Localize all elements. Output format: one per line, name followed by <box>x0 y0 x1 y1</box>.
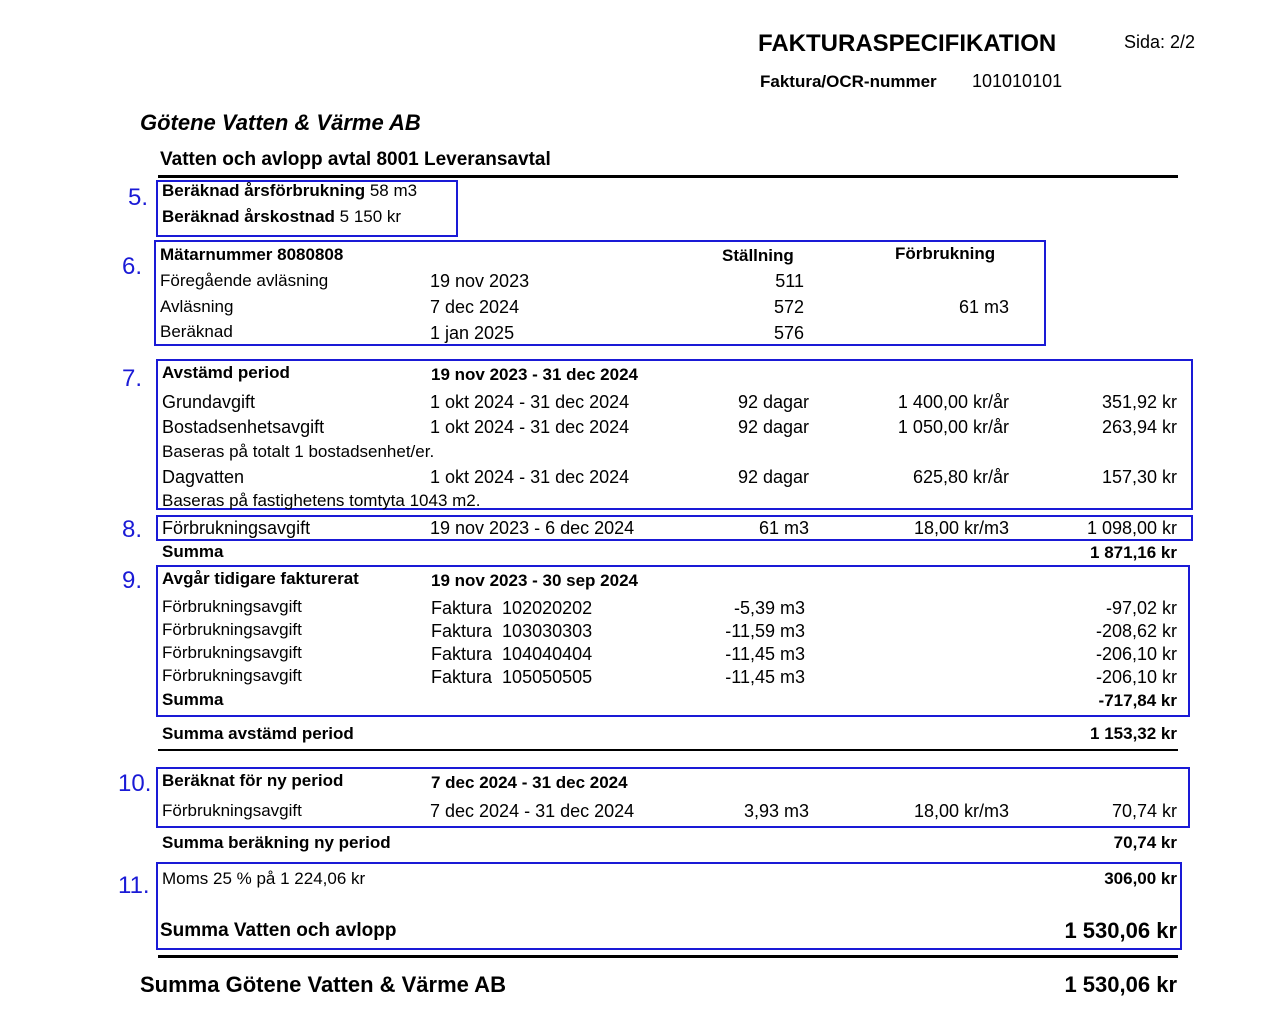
deducted-qty: -11,45 m3 <box>725 644 805 664</box>
new-period-qty: 3,93 m3 <box>743 801 809 821</box>
meter-row-date: 1 jan 2025 <box>430 323 515 343</box>
deducted-invoice: Faktura 103030303 <box>431 621 593 641</box>
annotation-number: 6. <box>122 253 143 280</box>
deducted-qty: -5,39 m3 <box>733 598 805 618</box>
deducted-period: 19 nov 2023 - 30 sep 2024 <box>431 571 638 590</box>
fee-period: 1 okt 2024 - 31 dec 2024 <box>430 392 630 412</box>
fee-price: 1 400,00 kr/år <box>897 392 1009 412</box>
usage-price: 18,00 kr/m3 <box>913 518 1009 538</box>
meter-row-reading: 572 <box>773 297 804 317</box>
page-number: Sida: 2/2 <box>1124 32 1196 52</box>
annotation-number: 5. <box>128 184 149 211</box>
fee-note: Baseras på totalt 1 bostadsenhet/er. <box>162 442 435 461</box>
section-rule <box>158 175 1178 178</box>
deducted-title: Avgår tidigare fakturerat <box>162 569 359 588</box>
deducted-label: Förbrukningsavgift <box>162 597 302 616</box>
deducted-invoice: Faktura 105050505 <box>431 667 593 687</box>
reconciled-total-value: 1 153,32 kr <box>1090 724 1177 743</box>
reconciled-sum-value: 1 871,16 kr <box>1090 543 1177 562</box>
fee-qty: 92 dagar <box>737 467 809 487</box>
fee-qty: 92 dagar <box>737 417 809 437</box>
grand-total-label: Summa Götene Vatten & Värme AB <box>140 972 506 997</box>
meter-row-consumption: 61 m3 <box>958 297 1009 317</box>
fee-amount: 157,30 kr <box>1101 467 1177 487</box>
usage-qty: 61 m3 <box>758 518 809 538</box>
annotation-number: 11. <box>118 872 150 899</box>
ocr-label: Faktura/OCR-nummer <box>760 72 937 91</box>
fee-note: Baseras på fastighetens tomtyta 1043 m2. <box>162 491 481 510</box>
fee-period: 1 okt 2024 - 31 dec 2024 <box>430 417 630 437</box>
deducted-qty: -11,45 m3 <box>725 667 805 687</box>
fee-label: Dagvatten <box>162 467 245 487</box>
new-period-amount: 70,74 kr <box>1111 801 1177 821</box>
new-period-row-period: 7 dec 2024 - 31 dec 2024 <box>430 801 635 821</box>
annotation-number: 8. <box>122 516 143 543</box>
contract-title: Vatten och avlopp avtal 8001 Leveransavtal <box>160 149 551 170</box>
deducted-label: Förbrukningsavgift <box>162 643 302 662</box>
water-total-value: 1 530,06 kr <box>1064 918 1177 943</box>
vat-value: 306,00 kr <box>1104 869 1177 888</box>
ocr-value: 101010101 <box>972 71 1063 91</box>
meter-row-label: Föregående avläsning <box>160 271 329 290</box>
grand-total-value: 1 530,06 kr <box>1064 972 1177 997</box>
deducted-amount: -206,10 kr <box>1095 644 1177 664</box>
new-period-dates: 7 dec 2024 - 31 dec 2024 <box>431 773 628 792</box>
meter-col-reading: Ställning <box>722 246 794 265</box>
meter-col-consumption: Förbrukning <box>895 244 996 263</box>
fee-qty: 92 dagar <box>737 392 809 412</box>
reconciled-period: 19 nov 2023 - 31 dec 2024 <box>431 365 638 384</box>
deducted-amount: -97,02 kr <box>1105 598 1177 618</box>
fee-label: Bostadsenhetsavgift <box>162 417 325 437</box>
fee-price: 625,80 kr/år <box>912 467 1009 487</box>
deducted-amount: -206,10 kr <box>1095 667 1177 687</box>
section-rule <box>158 749 1178 751</box>
annotation-number: 9. <box>122 567 143 594</box>
deducted-label: Förbrukningsavgift <box>162 666 302 685</box>
new-period-title: Beräknat för ny period <box>162 771 344 790</box>
annual-cost: Beräknad årskostnad 5 150 kr <box>162 207 402 226</box>
meter-row-label: Avläsning <box>160 297 234 316</box>
deducted-label: Förbrukningsavgift <box>162 620 302 639</box>
annotation-number: 7. <box>122 365 143 392</box>
document-title: FAKTURASPECIFIKATION <box>758 30 1057 57</box>
usage-label: Förbrukningsavgift <box>162 518 311 538</box>
reconciled-total-label: Summa avstämd period <box>162 724 354 743</box>
deducted-qty: -11,59 m3 <box>725 621 805 641</box>
new-period-price: 18,00 kr/m3 <box>913 801 1009 821</box>
meter-row-date: 7 dec 2024 <box>430 297 520 317</box>
meter-row-reading: 576 <box>773 323 804 343</box>
deducted-sum-label: Summa <box>162 690 224 709</box>
deducted-amount: -208,62 kr <box>1095 621 1177 641</box>
annotation-number: 10. <box>118 770 152 797</box>
meter-row-date: 19 nov 2023 <box>430 271 530 291</box>
usage-amount: 1 098,00 kr <box>1086 518 1177 538</box>
annual-consumption: Beräknad årsförbrukning 58 m3 <box>162 181 418 200</box>
vat-label: Moms 25 % på 1 224,06 kr <box>162 869 366 888</box>
meter-title: Mätarnummer 8080808 <box>160 245 344 264</box>
reconciled-title: Avstämd period <box>162 363 290 382</box>
new-period-sum-label: Summa beräkning ny period <box>162 833 391 852</box>
fee-price: 1 050,00 kr/år <box>897 417 1009 437</box>
section-rule <box>158 955 1178 958</box>
usage-period: 19 nov 2023 - 6 dec 2024 <box>430 518 635 538</box>
company-name: Götene Vatten & Värme AB <box>140 110 421 135</box>
water-total-label: Summa Vatten och avlopp <box>160 920 397 941</box>
fee-amount: 263,94 kr <box>1101 417 1177 437</box>
new-period-sum-value: 70,74 kr <box>1113 833 1177 852</box>
deducted-invoice: Faktura 102020202 <box>431 598 593 618</box>
fee-label: Grundavgift <box>162 392 256 412</box>
new-period-label: Förbrukningsavgift <box>162 801 302 820</box>
fee-amount: 351,92 kr <box>1101 392 1177 412</box>
deducted-invoice: Faktura 104040404 <box>431 644 593 664</box>
meter-row-label: Beräknad <box>160 322 233 341</box>
deducted-sum-value: -717,84 kr <box>1098 691 1177 710</box>
reconciled-sum-label: Summa <box>162 542 224 561</box>
fee-period: 1 okt 2024 - 31 dec 2024 <box>430 467 630 487</box>
meter-row-reading: 511 <box>775 271 804 291</box>
